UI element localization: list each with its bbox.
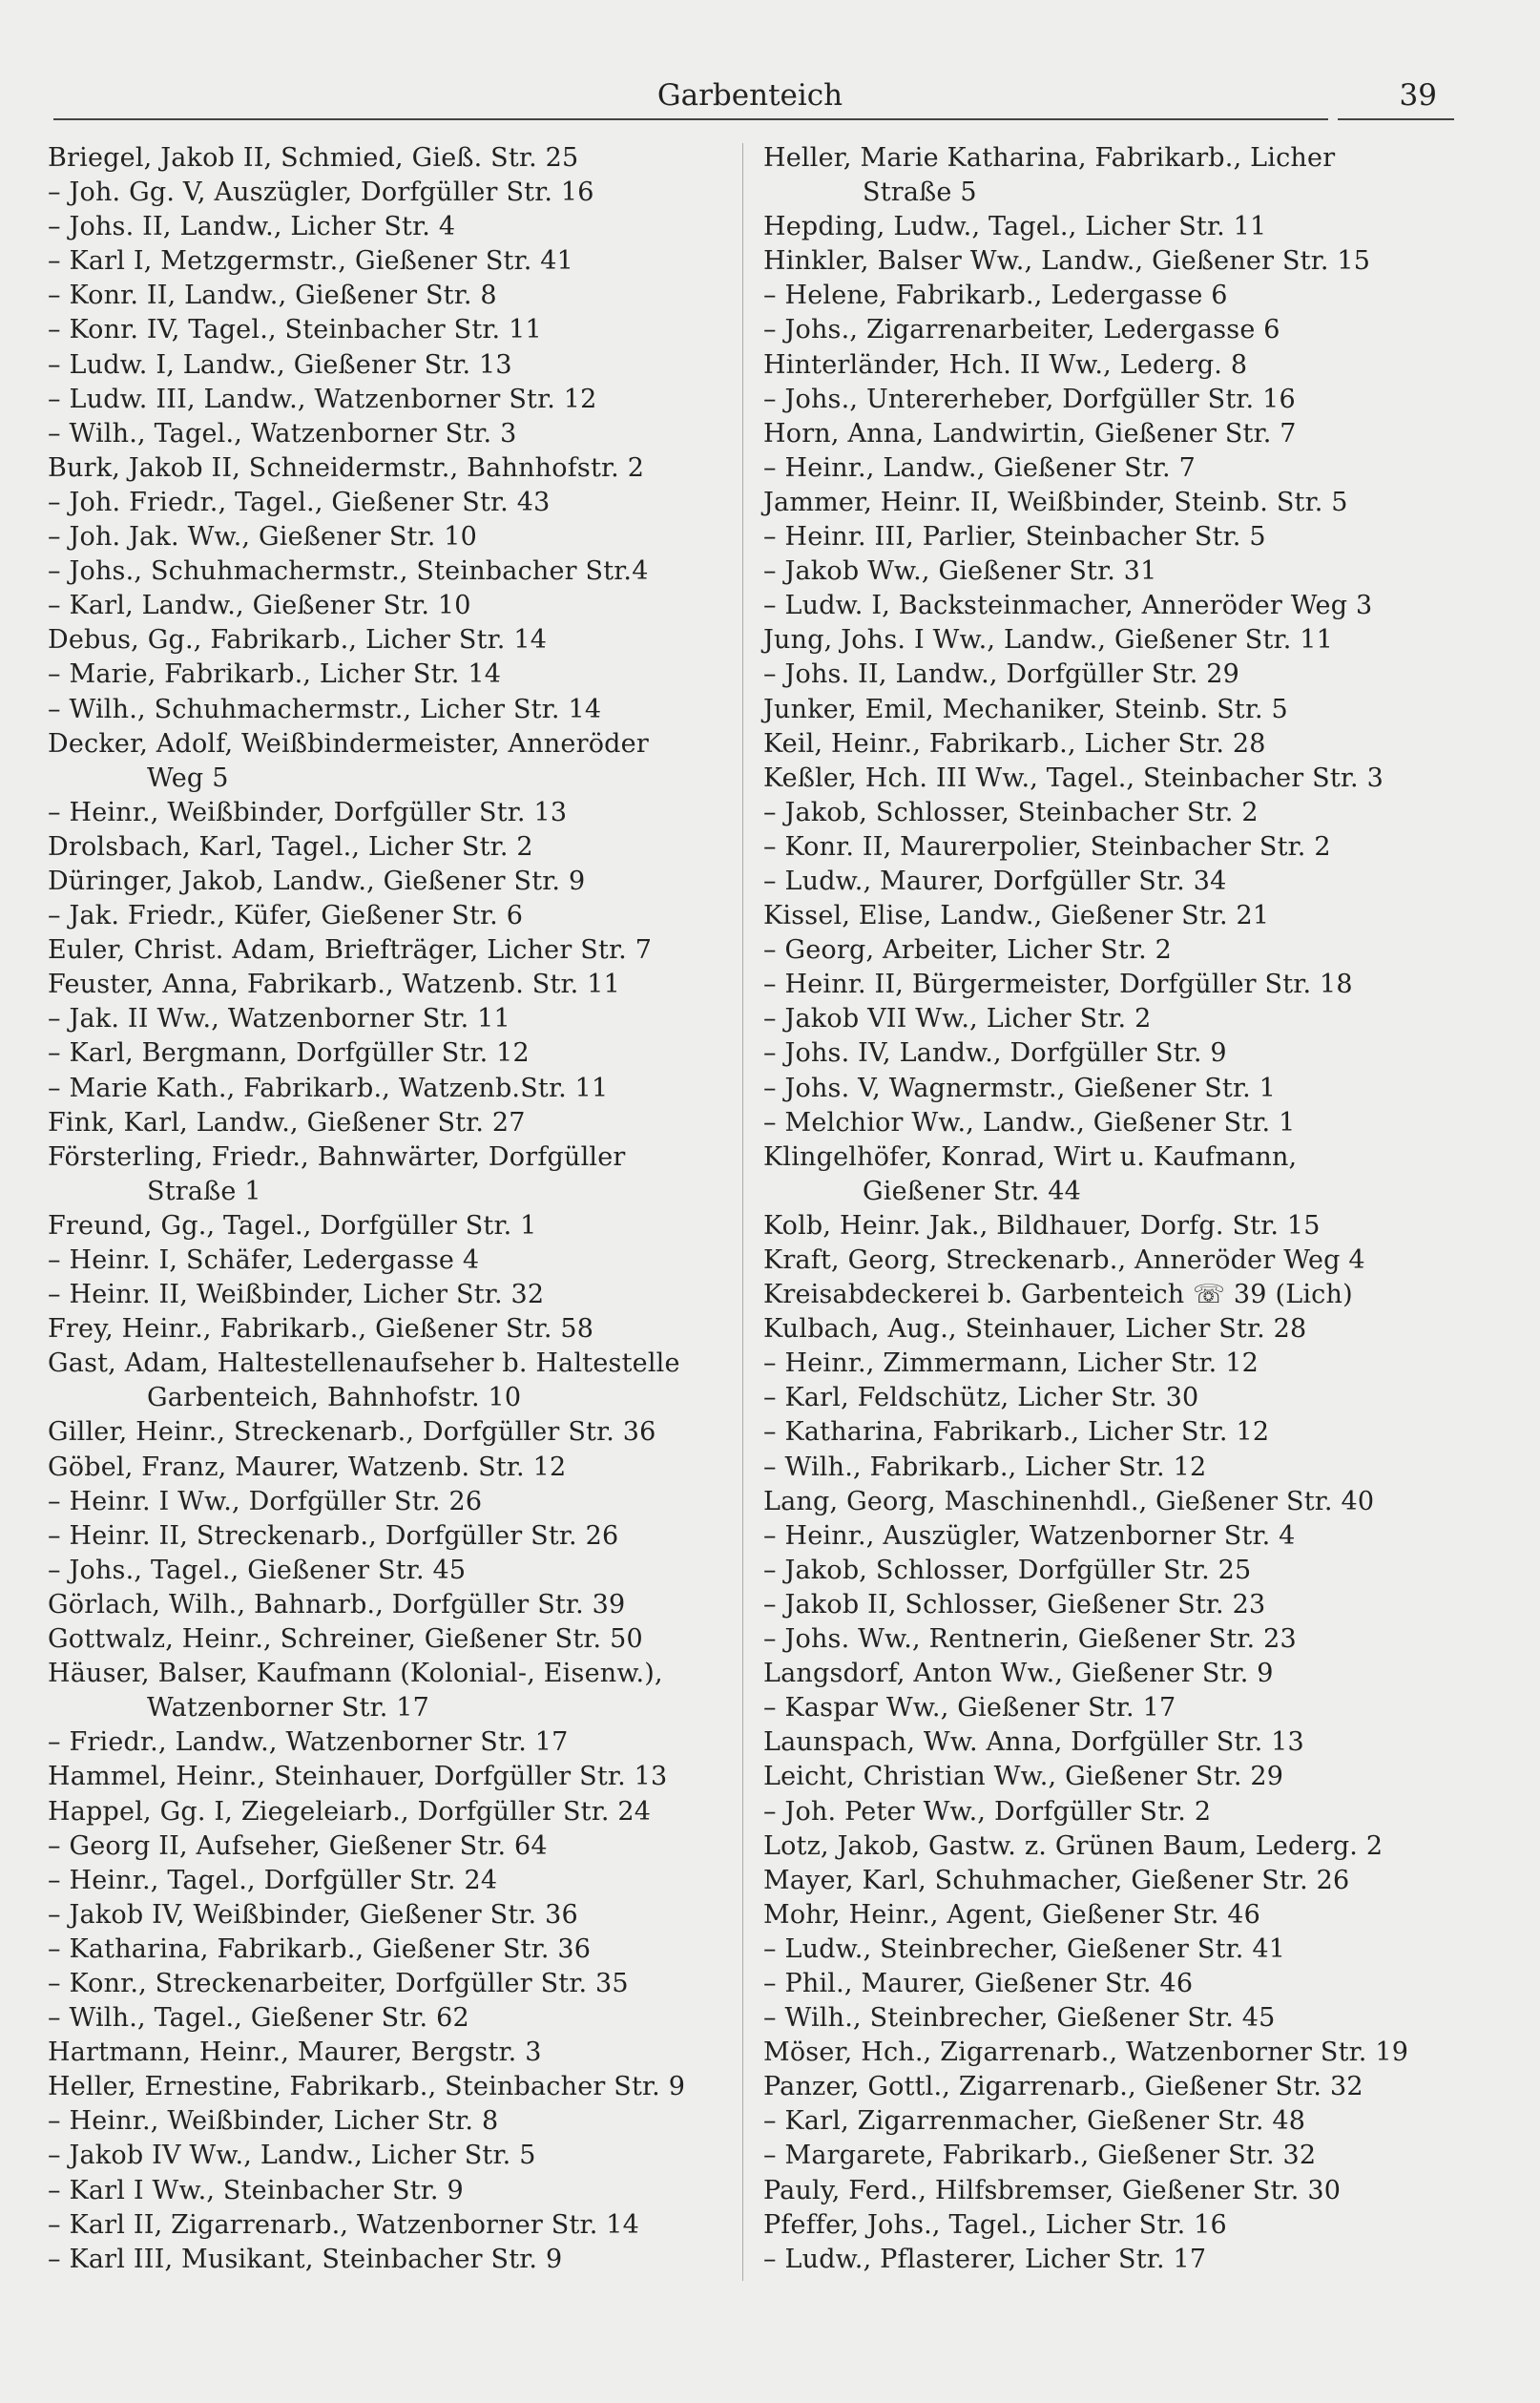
directory-entry: – Jakob, Schlosser, Dorfgüller Str. 25: [763, 1555, 1252, 1585]
directory-entry: Gottwalz, Heinr., Schreiner, Gießener Str. 50: [48, 1624, 643, 1655]
directory-entry: – Heinr. II, Weißbinder, Licher Str. 32: [48, 1280, 545, 1310]
directory-entry: Panzer, Gottl., Zigarrenarb., Gießener Str. 32: [763, 2072, 1363, 2102]
directory-entry: – Wilh., Steinbrecher, Gießener Str. 45: [763, 2003, 1276, 2034]
directory-entry: Fink, Karl, Landw., Gießener Str. 27: [48, 1107, 526, 1138]
directory-entry: Keßler, Hch. III Ww., Tagel., Steinbacher Str. 3: [763, 763, 1384, 793]
directory-entry: – Georg, Arbeiter, Licher Str. 2: [763, 935, 1173, 966]
directory-entry: – Joh. Jak. Ww., Gießener Str. 10: [48, 522, 478, 553]
directory-entry: Horn, Anna, Landwirtin, Gießener Str. 7: [763, 418, 1297, 449]
directory-entry: Debus, Gg., Fabrikarb., Licher Str. 14: [48, 625, 548, 656]
directory-entry: Kreisabdeckerei b. Garbenteich ☏ 39 (Lich): [763, 1280, 1353, 1310]
directory-entry: – Johs. V, Wagnermstr., Gießener Str. 1: [763, 1073, 1277, 1103]
directory-entry: – Jak. Friedr., Küfer, Gießener Str. 6: [48, 901, 524, 931]
directory-entry: – Friedr., Landw., Watzenborner Str. 17: [48, 1727, 569, 1758]
directory-entry: – Ludw., Maurer, Dorfgüller Str. 34: [763, 866, 1227, 896]
directory-entry: – Karl, Zigarrenmacher, Gießener Str. 48: [763, 2106, 1306, 2137]
directory-entry: Launspach, Ww. Anna, Dorfgüller Str. 13: [763, 1727, 1304, 1758]
directory-entry: – Ludw., Steinbrecher, Gießener Str. 41: [763, 1933, 1286, 1964]
header-rule: [53, 118, 1328, 120]
directory-entry: – Joh. Friedr., Tagel., Gießener Str. 43: [48, 487, 551, 517]
directory-entry: Kolb, Heinr. Jak., Bildhauer, Dorfg. Str. 15: [763, 1210, 1321, 1241]
directory-entry: Göbel, Franz, Maurer, Watzenb. Str. 12: [48, 1452, 567, 1482]
directory-entry: Watzenborner Str. 17: [147, 1693, 430, 1724]
directory-entry: Möser, Hch., Zigarrenarb., Watzenborner Str. 19: [763, 2037, 1409, 2068]
directory-entry: Happel, Gg. I, Ziegeleiarb., Dorfgüller Str. 24: [48, 1796, 652, 1827]
directory-entry: Pauly, Ferd., Hilfsbremser, Gießener Str. 30: [763, 2175, 1342, 2205]
directory-entry: – Jak. II Ww., Watzenborner Str. 11: [48, 1004, 510, 1034]
directory-entry: – Jakob Ww., Gießener Str. 31: [763, 556, 1157, 587]
directory-entry: – Johs., Tagel., Gießener Str. 45: [48, 1555, 467, 1585]
directory-entry: Hammel, Heinr., Steinhauer, Dorfgüller Str. 13: [48, 1762, 668, 1792]
directory-entry: – Heinr., Zimmermann, Licher Str. 12: [763, 1348, 1259, 1379]
directory-entry: Euler, Christ. Adam, Briefträger, Licher Str. 7: [48, 935, 653, 966]
directory-entry: – Heinr. I, Schäfer, Ledergasse 4: [48, 1245, 480, 1275]
directory-entry: Decker, Adolf, Weißbindermeister, Anneröder: [48, 728, 649, 759]
directory-entry: – Johs. IV, Landw., Dorfgüller Str. 9: [763, 1038, 1227, 1069]
directory-entry: – Katharina, Fabrikarb., Gießener Str. 36: [48, 1933, 592, 1964]
directory-entry: – Joh. Gg. V, Auszügler, Dorfgüller Str. 16: [48, 178, 594, 208]
directory-entry: – Jakob, Schlosser, Steinbacher Str. 2: [763, 797, 1259, 827]
directory-entry: – Karl II, Zigarrenarb., Watzenborner Str. 14: [48, 2209, 640, 2240]
directory-entry: Görlach, Wilh., Bahnarb., Dorfgüller Str. 39: [48, 1589, 626, 1619]
directory-entry: – Konr. IV, Tagel., Steinbacher Str. 11: [48, 315, 542, 345]
directory-entry: – Melchior Ww., Landw., Gießener Str. 1: [763, 1107, 1296, 1138]
directory-entry: Düringer, Jakob, Landw., Gießener Str. 9: [48, 866, 586, 896]
directory-entry: Drolsbach, Karl, Tagel., Licher Str. 2: [48, 831, 533, 862]
directory-entry: Klingelhöfer, Konrad, Wirt u. Kaufmann,: [763, 1141, 1298, 1172]
directory-entry: Briegel, Jakob II, Schmied, Gieß. Str. 25: [48, 143, 579, 173]
directory-entry: Mohr, Heinr., Agent, Gießener Str. 46: [763, 1899, 1261, 1930]
directory-entry: – Jakob IV Ww., Landw., Licher Str. 5: [48, 2141, 536, 2171]
directory-entry: – Karl I, Metzgermstr., Gießener Str. 41: [48, 246, 574, 277]
directory-entry: Leicht, Christian Ww., Gießener Str. 29: [763, 1762, 1284, 1792]
directory-entry: Lang, Georg, Maschinenhdl., Gießener Str. 40: [763, 1486, 1375, 1516]
directory-entry: – Johs., Zigarrenarbeiter, Ledergasse 6: [763, 315, 1280, 345]
directory-entry: – Heinr. II, Streckenarb., Dorfgüller Str. 26: [48, 1520, 619, 1551]
directory-entry: – Heinr. III, Parlier, Steinbacher Str. 5: [763, 522, 1266, 553]
directory-entry: – Karl I Ww., Steinbacher Str. 9: [48, 2175, 464, 2205]
directory-entry: Hartmann, Heinr., Maurer, Bergstr. 3: [48, 2037, 542, 2068]
directory-entry: Straße 1: [147, 1176, 261, 1206]
directory-entry: – Wilh., Schuhmachermstr., Licher Str. 14: [48, 694, 602, 724]
directory-entry: – Heinr., Weißbinder, Licher Str. 8: [48, 2106, 499, 2137]
directory-entry: – Karl III, Musikant, Steinbacher Str. 9: [48, 2244, 563, 2274]
directory-entry: Langsdorf, Anton Ww., Gießener Str. 9: [763, 1659, 1274, 1689]
directory-entry: Häuser, Balser, Kaufmann (Kolonial-, Eisenw.),: [48, 1659, 663, 1689]
directory-entry: Hinterländer, Hch. II Ww., Lederg. 8: [763, 349, 1248, 380]
directory-entry: Gast, Adam, Haltestellenaufseher b. Haltestelle: [48, 1348, 680, 1379]
directory-entry: Jung, Johs. I Ww., Landw., Gießener Str. 11: [763, 625, 1334, 656]
directory-entry: – Heinr., Weißbinder, Dorfgüller Str. 13: [48, 797, 568, 827]
directory-entry: – Jakob II, Schlosser, Gießener Str. 23: [763, 1589, 1266, 1619]
directory-entry: Freund, Gg., Tagel., Dorfgüller Str. 1: [48, 1210, 537, 1241]
directory-entry: – Marie Kath., Fabrikarb., Watzenb.Str. 11: [48, 1073, 609, 1103]
directory-entry: – Margarete, Fabrikarb., Gießener Str. 32: [763, 2141, 1317, 2171]
directory-entry: – Ludw. I, Backsteinmacher, Anneröder Weg 3: [763, 591, 1373, 621]
directory-entry: Giller, Heinr., Streckenarb., Dorfgüller Str. 36: [48, 1417, 656, 1448]
directory-entry: Lotz, Jakob, Gastw. z. Grünen Baum, Lederg. 2: [763, 1830, 1384, 1861]
directory-entry: Pfeffer, Johs., Tagel., Licher Str. 16: [763, 2209, 1227, 2240]
directory-entry: – Johs., Untererheber, Dorfgüller Str. 16: [763, 384, 1296, 414]
page-title: Garbenteich: [656, 78, 843, 113]
directory-entry: – Ludw. I, Landw., Gießener Str. 13: [48, 349, 512, 380]
directory-entry: Keil, Heinr., Fabrikarb., Licher Str. 28: [763, 728, 1266, 759]
directory-entry: – Karl, Bergmann, Dorfgüller Str. 12: [48, 1038, 530, 1069]
directory-entry: Junker, Emil, Mechaniker, Steinb. Str. 5: [763, 694, 1288, 724]
column-divider: [742, 143, 743, 2281]
directory-entry: – Konr. II, Landw., Gießener Str. 8: [48, 281, 497, 311]
directory-entry: – Wilh., Tagel., Gießener Str. 62: [48, 2003, 469, 2034]
header-rule-right: [1338, 118, 1454, 120]
directory-entry: Mayer, Karl, Schuhmacher, Gießener Str. 26: [763, 1865, 1350, 1895]
directory-entry: – Heinr., Tagel., Dorfgüller Str. 24: [48, 1865, 498, 1895]
directory-entry: Garbenteich, Bahnhofstr. 10: [147, 1383, 522, 1413]
directory-entry: – Marie, Fabrikarb., Licher Str. 14: [48, 659, 502, 690]
directory-entry: Heller, Ernestine, Fabrikarb., Steinbacher Str. 9: [48, 2072, 686, 2102]
directory-entry: Heller, Marie Katharina, Fabrikarb., Licher: [763, 143, 1336, 173]
right-column: [763, 141, 1450, 2277]
directory-entry: – Heinr., Auszügler, Watzenborner Str. 4: [763, 1520, 1296, 1551]
directory-entry: Gießener Str. 44: [863, 1176, 1082, 1206]
directory-entry: – Ludw. III, Landw., Watzenborner Str. 12: [48, 384, 597, 414]
directory-entry: – Wilh., Fabrikarb., Licher Str. 12: [763, 1452, 1207, 1482]
directory-entry: Burk, Jakob II, Schneidermstr., Bahnhofstr. 2: [48, 452, 645, 483]
directory-entry: – Heinr. II, Bürgermeister, Dorfgüller Str. 18: [763, 970, 1353, 1000]
directory-entry: – Karl, Landw., Gießener Str. 10: [48, 591, 471, 621]
directory-entry: – Helene, Fabrikarb., Ledergasse 6: [763, 281, 1228, 311]
directory-entry: Jammer, Heinr. II, Weißbinder, Steinb. Str. 5: [763, 487, 1348, 517]
directory-entry: Feuster, Anna, Fabrikarb., Watzenb. Str. 11: [48, 970, 620, 1000]
directory-entry: Försterling, Friedr., Bahnwärter, Dorfgüller: [48, 1141, 626, 1172]
directory-entry: – Ludw., Pflasterer, Licher Str. 17: [763, 2244, 1207, 2274]
directory-entry: – Johs. II, Landw., Licher Str. 4: [48, 212, 456, 242]
directory-entry: Kraft, Georg, Streckenarb., Anneröder Weg 4: [763, 1245, 1365, 1275]
directory-entry: – Katharina, Fabrikarb., Licher Str. 12: [763, 1417, 1270, 1448]
directory-entry: – Jakob VII Ww., Licher Str. 2: [763, 1004, 1152, 1034]
page-header: [53, 74, 1446, 116]
directory-entry: – Karl, Feldschütz, Licher Str. 30: [763, 1383, 1199, 1413]
directory-entry: – Joh. Peter Ww., Dorfgüller Str. 2: [763, 1796, 1212, 1827]
directory-entry: Straße 5: [863, 178, 977, 208]
directory-entry: – Johs. Ww., Rentnerin, Gießener Str. 23: [763, 1624, 1297, 1655]
directory-entry: – Konr. II, Maurerpolier, Steinbacher Str. 2: [763, 831, 1331, 862]
directory-entry: – Georg II, Aufseher, Gießener Str. 64: [48, 1830, 548, 1861]
directory-entry: Hepding, Ludw., Tagel., Licher Str. 11: [763, 212, 1267, 242]
directory-entry: Weg 5: [147, 763, 229, 793]
directory-entry: – Phil., Maurer, Gießener Str. 46: [763, 1968, 1194, 1998]
directory-entry: – Wilh., Tagel., Watzenborner Str. 3: [48, 418, 517, 449]
directory-entry: Kulbach, Aug., Steinhauer, Licher Str. 28: [763, 1314, 1307, 1345]
directory-entry: – Heinr., Landw., Gießener Str. 7: [763, 452, 1196, 483]
page-number: 39: [1399, 78, 1437, 113]
directory-entry: Kissel, Elise, Landw., Gießener Str. 21: [763, 901, 1270, 931]
directory-entry: – Heinr. I Ww., Dorfgüller Str. 26: [48, 1486, 483, 1516]
directory-entry: – Konr., Streckenarbeiter, Dorfgüller Str. 35: [48, 1968, 629, 1998]
directory-entry: – Jakob IV, Weißbinder, Gießener Str. 36: [48, 1899, 578, 1930]
directory-entry: Frey, Heinr., Fabrikarb., Gießener Str. 58: [48, 1314, 594, 1345]
directory-entry: – Johs. II, Landw., Dorfgüller Str. 29: [763, 659, 1240, 690]
left-column: [48, 141, 725, 2277]
directory-entry: Hinkler, Balser Ww., Landw., Gießener Str. 15: [763, 246, 1371, 277]
directory-entry: – Johs., Schuhmachermstr., Steinbacher Str.4: [48, 556, 649, 587]
directory-entry: – Kaspar Ww., Gießener Str. 17: [763, 1693, 1176, 1724]
